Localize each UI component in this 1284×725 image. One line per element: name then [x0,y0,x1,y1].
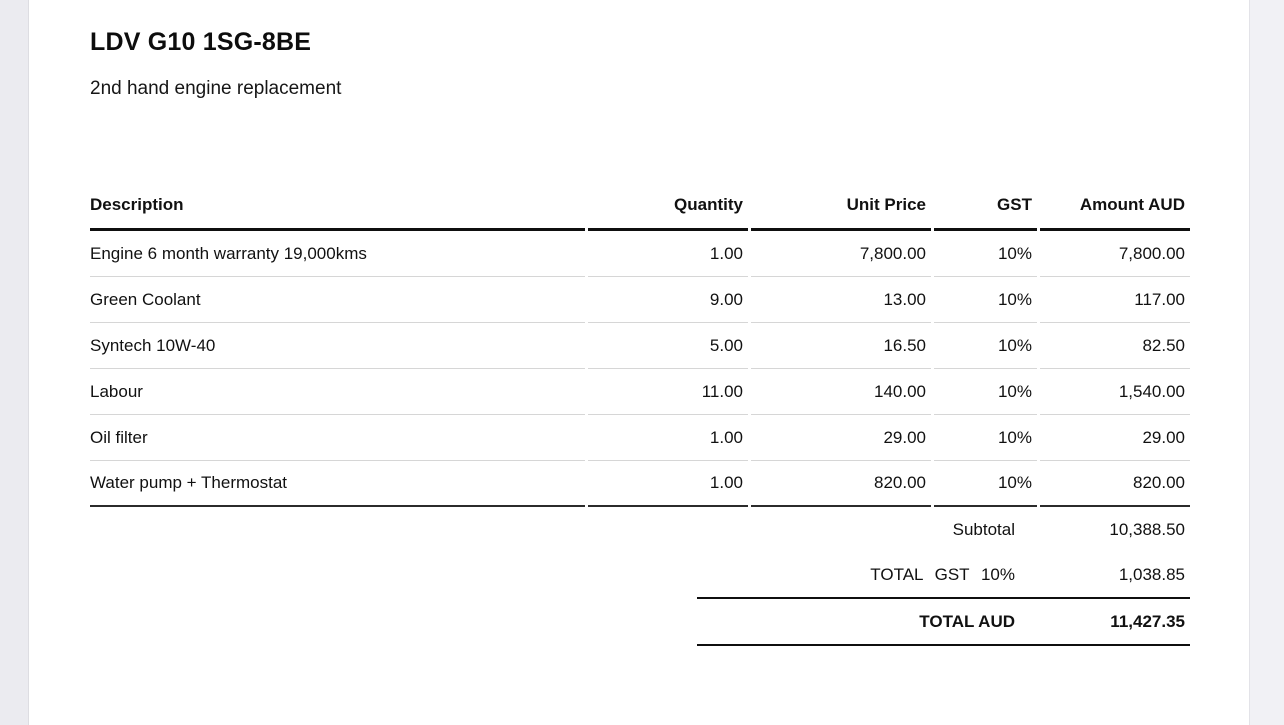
cell-gst: 10% [934,461,1037,507]
cell-unit-price: 140.00 [751,369,931,415]
subtotal-row [697,507,1190,552]
cell-gst: 10% [934,277,1037,323]
total-gst-value: 1,038.85 [1118,564,1185,584]
cell-quantity: 5.00 [588,323,748,369]
total-gst-label: TOTAL GST 10% [870,564,1015,584]
cell-description: Water pump + Thermostat [90,461,585,507]
cell-unit-price: 29.00 [751,415,931,461]
cell-amount: 117.00 [1040,277,1190,323]
total-gst-row [697,552,1190,597]
cell-gst: 10% [934,369,1037,415]
total-aud-label: TOTAL AUD [919,611,1015,631]
cell-gst: 10% [934,323,1037,369]
subtotal-value: 10,388.50 [1109,519,1185,539]
left-gutter [0,0,29,725]
cell-quantity: 1.00 [588,461,748,507]
cell-amount: 1,540.00 [1040,369,1190,415]
cell-description: Labour [90,369,585,415]
cell-gst: 10% [934,415,1037,461]
cell-amount: 820.00 [1040,461,1190,507]
cell-description: Oil filter [90,415,585,461]
table-row [90,369,1190,415]
cell-unit-price: 13.00 [751,277,931,323]
cell-amount: 7,800.00 [1040,231,1190,277]
line-items-table [87,187,1193,507]
cell-gst: 10% [934,231,1037,277]
page-title: LDV G10 1SG-8BE [90,28,312,56]
cell-quantity: 9.00 [588,277,748,323]
cell-quantity: 1.00 [588,415,748,461]
table-row [90,415,1190,461]
cell-description: Syntech 10W-40 [90,323,585,369]
cell-unit-price: 16.50 [751,323,931,369]
cell-description: Engine 6 month warranty 19,000kms [90,231,585,277]
column-header-amount-aud: Amount AUD [1040,187,1190,231]
totals-section [697,507,1190,646]
cell-description: Green Coolant [90,277,585,323]
cell-quantity: 1.00 [588,231,748,277]
total-aud-value: 11,427.35 [1110,611,1185,631]
subtotal-label: Subtotal [952,519,1015,539]
table-row [90,461,1190,507]
table-row [90,277,1190,323]
page-subtitle: 2nd hand engine replacement [90,78,342,99]
cell-quantity: 11.00 [588,369,748,415]
line-items-body [90,231,1190,507]
table-row [90,323,1190,369]
cell-amount: 29.00 [1040,415,1190,461]
right-gutter [1249,0,1284,725]
table-header-row [90,187,1190,231]
total-aud-row [697,597,1190,646]
column-header-unit-price: Unit Price [751,187,931,231]
cell-amount: 82.50 [1040,323,1190,369]
table-row [90,231,1190,277]
cell-unit-price: 820.00 [751,461,931,507]
cell-unit-price: 7,800.00 [751,231,931,277]
column-header-gst: GST [934,187,1037,231]
invoice-page [30,0,1249,725]
column-header-description: Description [90,187,585,231]
column-header-quantity: Quantity [588,187,748,231]
